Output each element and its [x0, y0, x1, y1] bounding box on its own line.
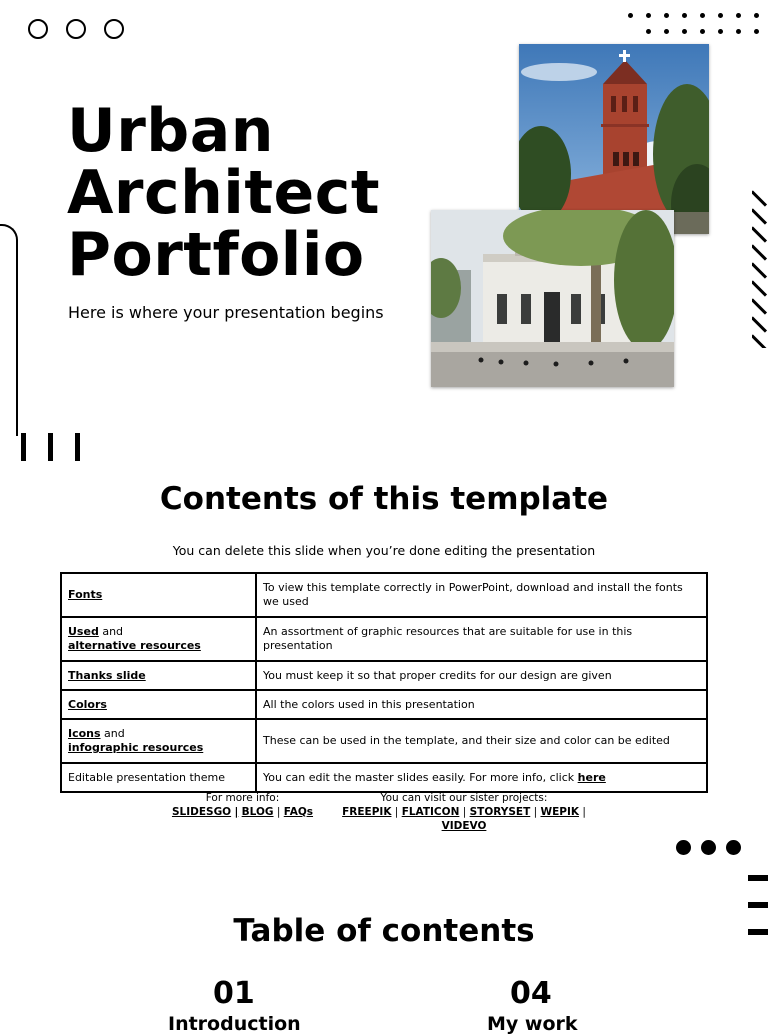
flaticon-link[interactable]: FLATICON: [401, 806, 460, 818]
row-value: You must keep it so that proper credits for our design are given: [256, 661, 707, 690]
wepik-link[interactable]: WEPIK: [540, 806, 579, 818]
table-row: [61, 617, 707, 661]
contents-title: Contents of this template: [159, 481, 609, 517]
toc-number-2: 04: [510, 976, 552, 1011]
street-building-photo: [431, 210, 674, 387]
infographic-resources-link[interactable]: infographic resources: [68, 741, 204, 754]
table-row: [61, 719, 707, 763]
bar-decoration-4: [748, 875, 768, 881]
dot-decoration-3: [726, 840, 741, 855]
diagonal-lines-decoration: [752, 188, 768, 348]
toc-label-2: My work: [487, 1013, 578, 1035]
and-text: and: [98, 625, 124, 638]
table-row: [61, 763, 707, 792]
circle-decoration-1: [28, 19, 48, 39]
church-photo: [519, 44, 709, 234]
contents-note: You can delete this slide when you’re done editing the presentation: [172, 543, 596, 558]
bar-decoration-5: [748, 902, 768, 908]
row-value: All the colors used in this presentation: [256, 690, 707, 719]
bar-decoration-1: [21, 433, 26, 461]
row-key-resources: [61, 617, 256, 661]
cover-title-line-3: Portfolio: [67, 220, 365, 290]
bar-decoration-3: [75, 433, 80, 461]
circle-decoration-3: [104, 19, 124, 39]
row-key-thanks: [61, 661, 256, 690]
row-key-colors: [61, 690, 256, 719]
circle-decoration-2: [66, 19, 86, 39]
slidesgo-link[interactable]: SLIDESGO: [171, 806, 232, 818]
cover-title-line-2: Architect: [67, 158, 380, 228]
colors-link[interactable]: Colors: [68, 697, 107, 711]
cover-subtitle: Here is where your presentation begins: [68, 303, 384, 322]
cover-title-line-1: Urban: [67, 96, 274, 166]
thanks-slide-link[interactable]: Thanks slide: [68, 668, 146, 682]
here-link[interactable]: here: [577, 770, 606, 784]
dot-decoration-2: [701, 840, 716, 855]
cover-title: [67, 96, 380, 290]
table-row: [61, 573, 707, 617]
and-text: and: [100, 727, 125, 740]
row-value: [256, 763, 707, 792]
dot-decoration-1: [676, 840, 691, 855]
contents-table: [60, 572, 708, 793]
alternative-resources-link[interactable]: alternative resources: [68, 639, 201, 652]
row-key-theme: Editable presentation theme: [61, 763, 256, 792]
bar-decoration-2: [48, 433, 53, 461]
toc-title: Table of contents: [233, 913, 535, 949]
videvo-link[interactable]: VIDEVO: [441, 820, 487, 832]
row-value: To view this template correctly in PowerPoint, download and install the fonts we used: [256, 573, 707, 617]
icons-link[interactable]: Icons: [68, 727, 101, 740]
table-row: [61, 690, 707, 719]
used-link[interactable]: Used: [68, 625, 99, 638]
toc-label-1: Introduction: [168, 1013, 301, 1035]
row-key-icons: [61, 719, 256, 763]
table-row: [61, 661, 707, 690]
fonts-link[interactable]: Fonts: [68, 588, 103, 601]
row-value-text: You can edit the master slides easily. For more info, click: [263, 770, 578, 784]
blog-link[interactable]: BLOG: [241, 806, 274, 818]
row-value: An assortment of graphic resources that are suitable for use in this presentation: [256, 617, 707, 661]
sister-projects-block: You can visit our sister projects: FREEPIK | FLATICON | STORYSET | WEPIK | VIDEVO: [330, 791, 598, 833]
more-info-label: For more info:: [205, 792, 280, 804]
row-value: These can be used in the template, and their size and color can be edited: [256, 719, 707, 763]
freepik-link[interactable]: FREEPIK: [342, 806, 392, 818]
dot-grid-decoration: [624, 10, 768, 40]
faqs-link[interactable]: FAQs: [283, 806, 314, 818]
row-key-fonts: [61, 573, 256, 617]
storyset-link[interactable]: STORYSET: [469, 806, 531, 818]
more-info-block: For more info: SLIDESGO | BLOG | FAQs: [160, 791, 325, 819]
toc-number-1: 01: [213, 976, 255, 1011]
sister-projects-label: You can visit our sister projects:: [380, 792, 548, 804]
bracket-line-decoration: [0, 224, 18, 436]
